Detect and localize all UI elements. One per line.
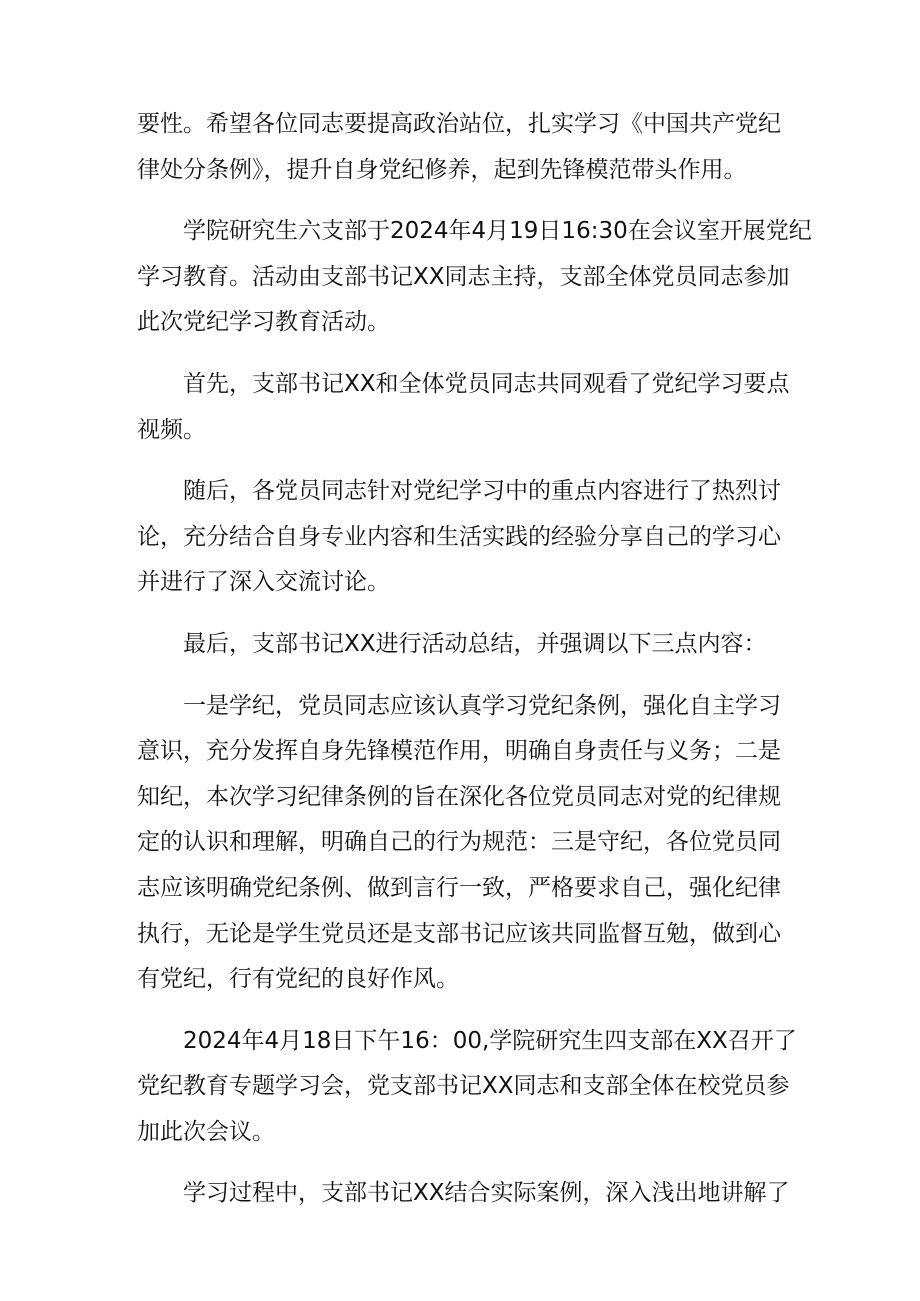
text-line: 论，充分结合自身专业内容和生活实践的经验分享自己的学习心	[137, 523, 781, 550]
text-line: 志应该明确党纪条例、做到言行一致，严格要求自己，强化纪律	[137, 874, 781, 901]
text-line: 定的认识和理解，明确自己的行为规范：三是守纪，各位党员同	[137, 829, 781, 856]
text-line: 要性。希望各位同志要提高政治站位，扎实学习《中国共产党纪	[137, 111, 781, 137]
text-line: 学习教育。活动由支部书记XX同志主持，支部全体党员同志参加	[137, 263, 790, 290]
paragraph-6	[137, 684, 792, 1003]
text-line: 学习过程中，支部书记XX结合实际案例，深入浅出地讲解了	[183, 1180, 790, 1207]
text-line: 随后，各党员同志针对党纪学习中的重点内容进行了热烈讨	[183, 478, 781, 505]
paragraph-1	[137, 102, 792, 193]
text-line: 意识，充分发挥自身先锋模范作用，明确自身责任与义务；二是	[137, 738, 781, 765]
paragraph-5	[137, 622, 792, 668]
paragraph-7	[137, 1019, 797, 1156]
text-line: 2024年4月18日下午16：00,学院研究生四支部在XX召开了	[183, 1027, 797, 1054]
paragraph-4	[137, 469, 792, 606]
text-line: 并进行了深入交流讨论。	[137, 569, 390, 596]
paragraph-2	[137, 209, 812, 346]
text-line: 执行，无论是学生党员还是支部书记应该共同监督互勉，做到心	[137, 920, 781, 947]
text-line: 有党纪，行有党纪的良好作风。	[137, 966, 459, 993]
document-body	[137, 102, 812, 1233]
paragraph-8	[137, 1171, 792, 1217]
text-line: 一是学纪，党员同志应该认真学习党纪条例，强化自主学习	[183, 692, 781, 719]
text-line: 最后，支部书记XX进行活动总结，并强调以下三点内容：	[183, 630, 767, 657]
text-line: 党纪教育专题学习会，党支部书记XX同志和支部全体在校党员参	[137, 1073, 790, 1100]
text-line: 加此次会议。	[137, 1118, 275, 1145]
paragraph-3	[137, 362, 792, 453]
text-line: 视频。	[137, 416, 206, 443]
text-line: 知纪，本次学习纪律条例的旨在深化各位党员同志对党的纪律规	[137, 783, 781, 810]
text-line: 此次党纪学习教育活动。	[137, 309, 390, 336]
text-line: 学院研究生六支部于2024年4月19日16:30在会议室开展党纪	[183, 218, 812, 245]
text-line: 首先，支部书记XX和全体党员同志共同观看了党纪学习要点	[183, 370, 790, 397]
text-line: 律处分条例》，提升自身党纪修养，起到先锋模范带头作用。	[137, 156, 747, 183]
